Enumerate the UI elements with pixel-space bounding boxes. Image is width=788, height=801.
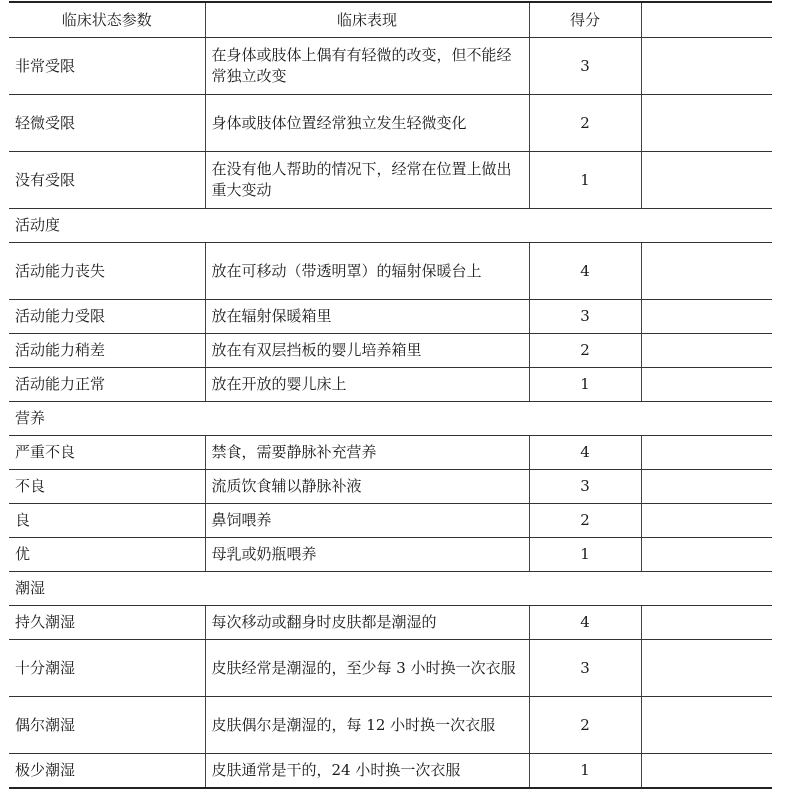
header-extra (641, 2, 772, 38)
table-row (9, 470, 772, 504)
row-desc: 禁食，需要静脉补充营养 (205, 436, 529, 470)
table-header-row (9, 2, 772, 38)
row-param: 不良 (9, 470, 205, 504)
row-score: 3 (529, 470, 641, 504)
row-desc: 皮肤经常是潮湿的，至少每 3 小时换一次衣服 (205, 640, 529, 697)
row-extra (641, 538, 772, 572)
row-desc: 放在可移动（带透明罩）的辐射保暖台上 (205, 243, 529, 300)
row-desc: 皮肤通常是干的，24 小时换一次衣服 (205, 754, 529, 789)
row-extra (641, 152, 772, 209)
row-extra (641, 754, 772, 789)
row-score: 3 (529, 640, 641, 697)
row-param: 活动能力稍差 (9, 334, 205, 368)
table-row (9, 300, 772, 334)
row-score: 1 (529, 538, 641, 572)
row-extra (641, 436, 772, 470)
row-desc: 鼻饲喂养 (205, 504, 529, 538)
row-score: 1 (529, 754, 641, 789)
row-param: 良 (9, 504, 205, 538)
row-param: 严重不良 (9, 436, 205, 470)
row-desc: 放在有双层挡板的婴儿培养箱里 (205, 334, 529, 368)
row-score: 2 (529, 334, 641, 368)
row-param: 非常受限 (9, 38, 205, 95)
header-score: 得分 (529, 2, 641, 38)
row-param: 优 (9, 538, 205, 572)
row-extra (641, 38, 772, 95)
row-param: 持久潮湿 (9, 606, 205, 640)
clinical-score-table (9, 1, 772, 789)
row-extra (641, 504, 772, 538)
table-row (9, 538, 772, 572)
row-extra (641, 95, 772, 152)
row-extra (641, 334, 772, 368)
table-row (9, 243, 772, 300)
table-row (9, 152, 772, 209)
row-extra (641, 243, 772, 300)
row-score: 1 (529, 152, 641, 209)
row-extra (641, 368, 772, 402)
row-desc: 母乳或奶瓶喂养 (205, 538, 529, 572)
row-score: 4 (529, 606, 641, 640)
section-row-nutrition (9, 402, 772, 436)
row-extra (641, 697, 772, 754)
table-row (9, 436, 772, 470)
header-param: 临床状态参数 (9, 2, 205, 38)
table-row (9, 504, 772, 538)
row-param: 没有受限 (9, 152, 205, 209)
table-row (9, 38, 772, 95)
section-title: 营养 (9, 402, 772, 436)
section-row-moisture (9, 572, 772, 606)
row-desc: 在身体或肢体上偶有有轻微的改变，但不能经常独立改变 (205, 38, 529, 95)
table-row (9, 754, 772, 789)
row-desc: 放在开放的婴儿床上 (205, 368, 529, 402)
row-param: 十分潮湿 (9, 640, 205, 697)
row-desc: 放在辐射保暖箱里 (205, 300, 529, 334)
row-param: 活动能力受限 (9, 300, 205, 334)
table-row (9, 334, 772, 368)
row-param: 偶尔潮湿 (9, 697, 205, 754)
table-row (9, 368, 772, 402)
row-desc: 身体或肢体位置经常独立发生轻微变化 (205, 95, 529, 152)
section-title: 活动度 (9, 209, 772, 243)
row-extra (641, 606, 772, 640)
table-row (9, 95, 772, 152)
row-score: 2 (529, 697, 641, 754)
table-row (9, 606, 772, 640)
row-param: 极少潮湿 (9, 754, 205, 789)
section-title: 潮湿 (9, 572, 772, 606)
row-score: 1 (529, 368, 641, 402)
row-desc: 每次移动或翻身时皮肤都是潮湿的 (205, 606, 529, 640)
row-score: 3 (529, 300, 641, 334)
row-score: 2 (529, 504, 641, 538)
table-row (9, 697, 772, 754)
row-score: 4 (529, 436, 641, 470)
header-desc: 临床表现 (205, 2, 529, 38)
row-desc: 皮肤偶尔是潮湿的，每 12 小时换一次衣服 (205, 697, 529, 754)
row-score: 3 (529, 38, 641, 95)
row-param: 轻微受限 (9, 95, 205, 152)
row-desc: 在没有他人帮助的情况下，经常在位置上做出重大变动 (205, 152, 529, 209)
section-row-activity (9, 209, 772, 243)
row-score: 4 (529, 243, 641, 300)
row-param: 活动能力丧失 (9, 243, 205, 300)
row-extra (641, 640, 772, 697)
row-score: 2 (529, 95, 641, 152)
row-extra (641, 470, 772, 504)
row-extra (641, 300, 772, 334)
table-row (9, 640, 772, 697)
row-desc: 流质饮食辅以静脉补液 (205, 470, 529, 504)
row-param: 活动能力正常 (9, 368, 205, 402)
